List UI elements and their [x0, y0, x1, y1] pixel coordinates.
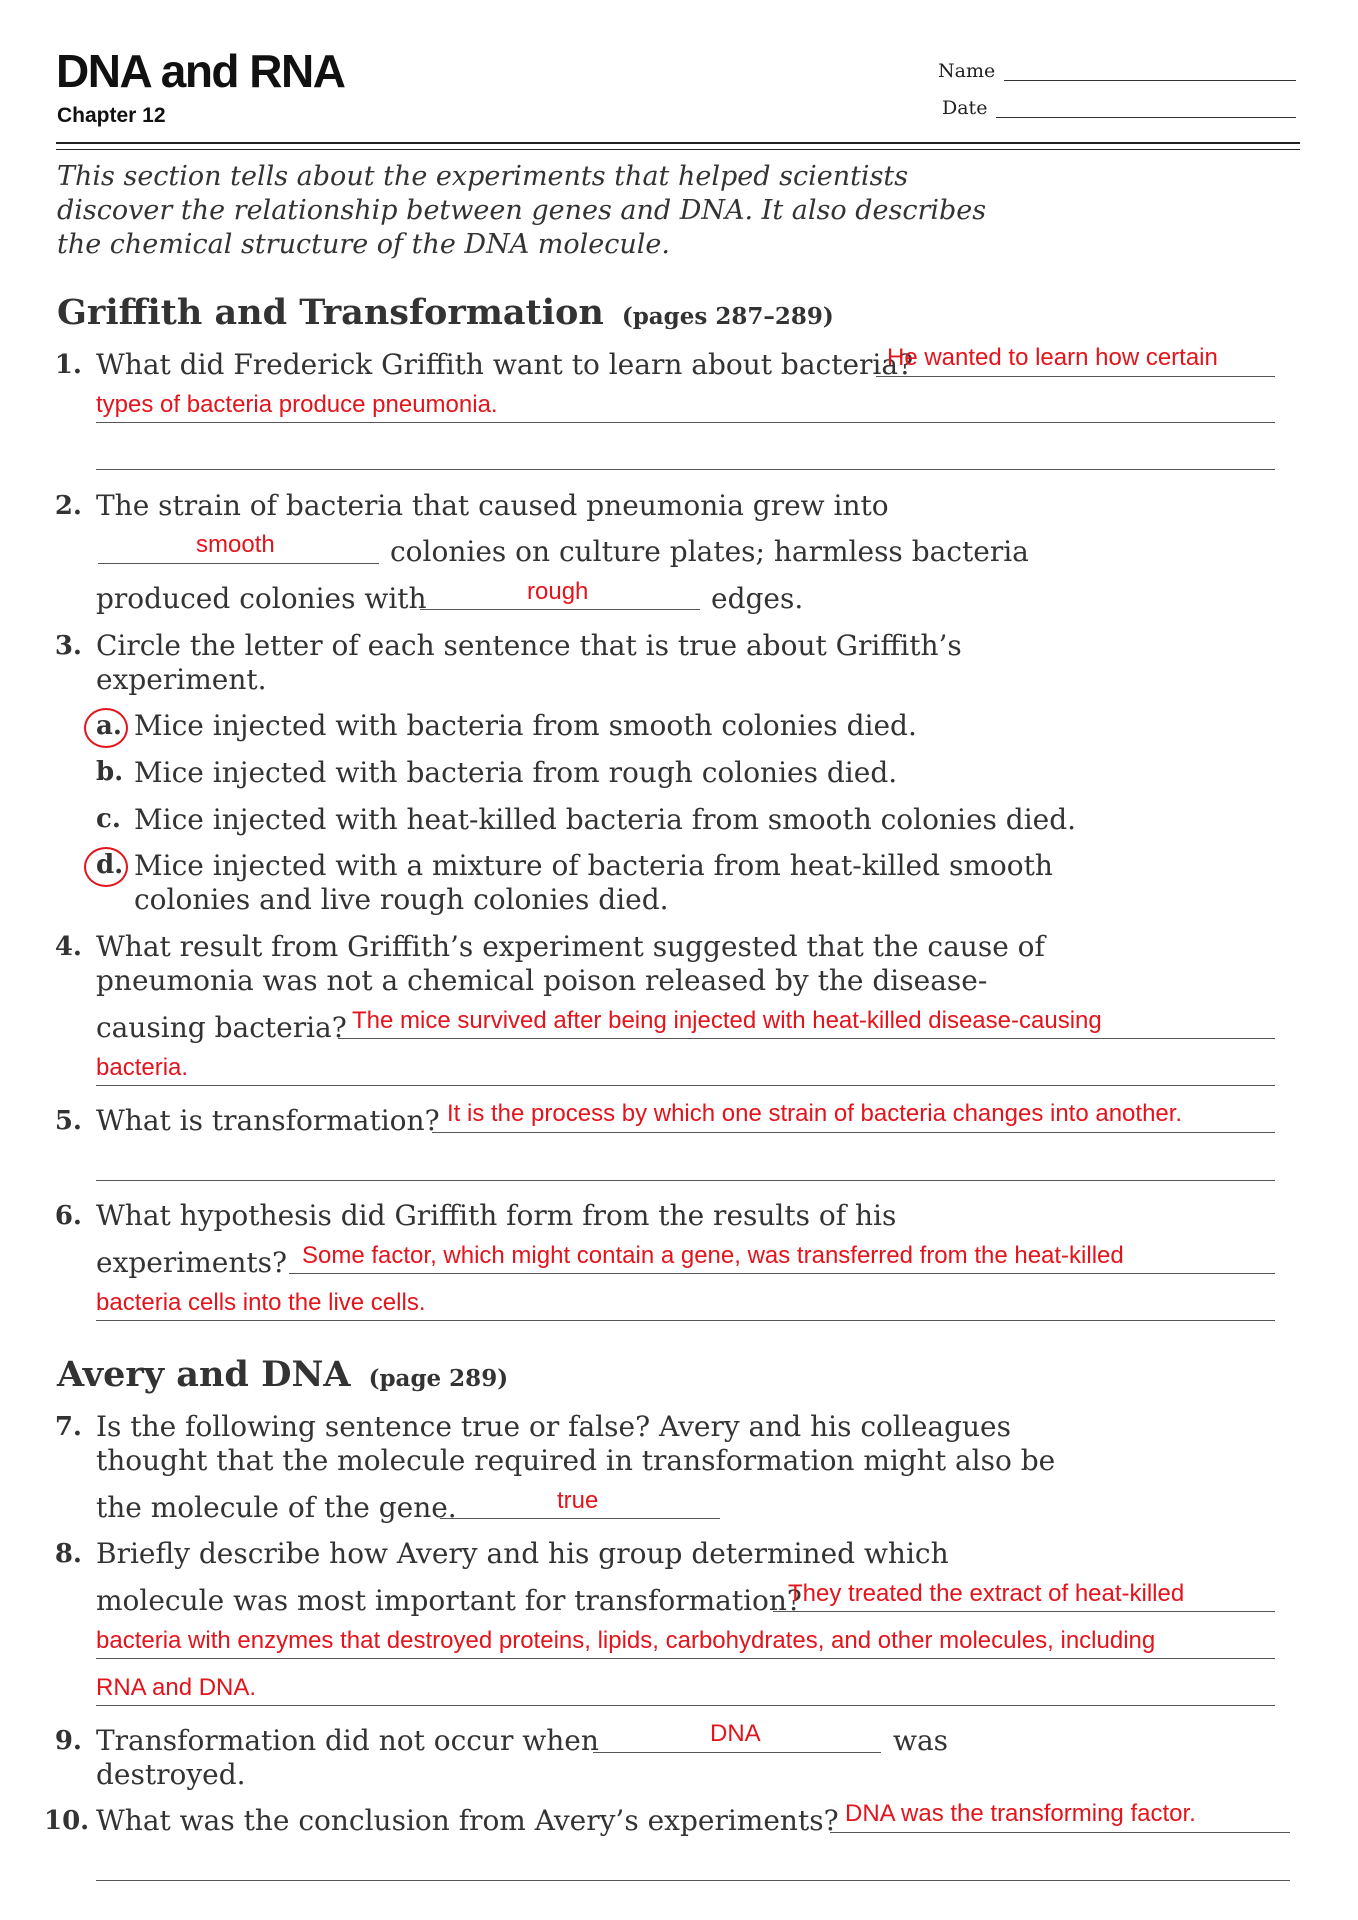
answer-line[interactable]	[96, 1180, 1275, 1181]
question-number: 1.	[54, 350, 82, 380]
question-6-line-1: What hypothesis did Griffith form from the results of his	[96, 1199, 897, 1232]
option-letter[interactable]: c.	[96, 804, 121, 834]
name-field[interactable]	[1004, 80, 1296, 81]
question-number: 10.	[44, 1806, 90, 1836]
answer-9: DNA	[710, 1720, 761, 1747]
intro-text: This section tells about the experiments that helped scientists discover the relationship between genes and DNA. It also describes the chemical structure of the DNA molecule.	[57, 161, 987, 260]
section-pages: (pages 287–289)	[621, 303, 834, 330]
answer-line[interactable]	[96, 1880, 1290, 1881]
option-b-text: Mice injected with bacteria from rough colonies died.	[134, 756, 898, 789]
answer-line[interactable]	[96, 1320, 1275, 1321]
answer-6-line-2: bacteria cells into the live cells.	[96, 1289, 426, 1316]
question-4-line-1: What result from Griffith’s experiment suggested that the cause of	[96, 930, 1045, 963]
answer-1-line-2: types of bacteria produce pneumonia.	[96, 391, 498, 418]
answer-blank[interactable]	[420, 609, 700, 610]
answer-2-blank-1: smooth	[196, 531, 275, 558]
section-heading-avery	[57, 1354, 508, 1395]
answer-line[interactable]	[773, 1611, 1275, 1612]
question-6-line-2: experiments?	[96, 1246, 287, 1279]
question-number: 7.	[54, 1412, 82, 1442]
name-label: Name	[938, 60, 996, 82]
section-pages: (page 289)	[368, 1365, 509, 1392]
answer-10: DNA was the transforming factor.	[845, 1800, 1196, 1827]
answer-line[interactable]	[96, 469, 1275, 470]
section-title: Griffith and Transformation	[57, 292, 604, 333]
question-9-line-2: destroyed.	[96, 1758, 246, 1791]
question-10-text: What was the conclusion from Avery’s experiments?	[96, 1804, 839, 1837]
option-d-text: Mice injected with a mixture of bacteria from heat-killed smooth	[134, 849, 1053, 882]
question-2-line-3a: produced colonies with	[96, 582, 427, 615]
answer-line[interactable]	[830, 1832, 1290, 1833]
answer-2-blank-2: rough	[527, 578, 589, 605]
question-4-line-3: causing bacteria?	[96, 1011, 347, 1044]
option-a-text: Mice injected with bacteria from smooth colonies died.	[134, 709, 917, 742]
section-title: Avery and DNA	[57, 1354, 351, 1395]
answer-line[interactable]	[289, 1273, 1275, 1274]
section-heading-griffith	[57, 292, 834, 333]
question-number: 8.	[54, 1539, 82, 1569]
answer-line[interactable]	[338, 1038, 1275, 1039]
question-7-line-1: Is the following sentence true or false? Avery and his colleagues	[96, 1410, 1011, 1443]
answer-line[interactable]	[432, 1132, 1275, 1133]
header-rule-top	[56, 142, 1300, 144]
header-rule-bottom	[56, 149, 1300, 150]
question-1-text: What did Frederick Griffith want to learn about bacteria?	[96, 348, 914, 381]
answer-8-line-3: RNA and DNA.	[96, 1674, 257, 1701]
answer-blank[interactable]	[440, 1518, 720, 1519]
option-d-text-2: colonies and live rough colonies died.	[134, 883, 669, 916]
question-2-line-3b: edges.	[711, 582, 804, 615]
date-field[interactable]	[996, 117, 1296, 118]
answer-blank[interactable]	[593, 1752, 881, 1753]
question-9-line-1a: Transformation did not occur when	[96, 1724, 599, 1757]
question-7-line-2: thought that the molecule required in transformation might also be	[96, 1444, 1056, 1477]
answer-blank[interactable]	[98, 563, 379, 564]
question-number: 3.	[54, 631, 82, 661]
option-c-text: Mice injected with heat-killed bacteria from smooth colonies died.	[134, 803, 1077, 836]
question-5-text: What is transformation?	[96, 1104, 440, 1137]
answer-8-line-2: bacteria with enzymes that destroyed proteins, lipids, carbohydrates, and other molecules, including	[96, 1627, 1156, 1654]
chapter-label: Chapter 12	[57, 104, 166, 127]
question-4-line-2: pneumonia was not a chemical poison released by the disease-	[96, 964, 988, 997]
option-letter[interactable]: b.	[96, 757, 124, 787]
question-9-line-1b: was	[893, 1724, 949, 1757]
question-2-line-2: colonies on culture plates; harmless bacteria	[390, 535, 1029, 568]
question-number: 2.	[54, 491, 82, 521]
question-number: 9.	[54, 1726, 82, 1756]
answer-8-line-1: They treated the extract of heat-killed	[788, 1580, 1185, 1607]
answer-line[interactable]	[96, 1085, 1275, 1086]
question-number: 4.	[54, 932, 82, 962]
question-number: 5.	[54, 1106, 82, 1136]
question-3-line-1: Circle the letter of each sentence that is true about Griffith’s	[96, 629, 962, 662]
question-8-line-2: molecule was most important for transformation?	[96, 1584, 802, 1617]
question-3-line-2: experiment.	[96, 663, 267, 696]
answer-line[interactable]	[96, 1658, 1275, 1659]
option-letter[interactable]: d.	[96, 850, 124, 880]
answer-6-line-1: Some factor, which might contain a gene, was transferred from the heat-killed	[302, 1242, 1124, 1269]
answer-1-line-1: He wanted to learn how certain	[887, 344, 1218, 371]
question-2-line-1: The strain of bacteria that caused pneumonia grew into	[96, 489, 889, 522]
question-number: 6.	[54, 1201, 82, 1231]
answer-7: true	[557, 1487, 599, 1514]
question-8-line-1: Briefly describe how Avery and his group determined which	[96, 1537, 949, 1570]
answer-line[interactable]	[96, 422, 1275, 423]
answer-4-line-2: bacteria.	[96, 1054, 189, 1081]
page-title: DNA and RNA	[56, 45, 345, 97]
answer-line[interactable]	[876, 376, 1275, 377]
question-7-line-3: the molecule of the gene.	[96, 1491, 457, 1524]
answer-4-line-1: The mice survived after being injected with heat-killed disease-causing	[352, 1007, 1102, 1034]
answer-5: It is the process by which one strain of bacteria changes into another.	[447, 1100, 1183, 1127]
answer-line[interactable]	[96, 1705, 1275, 1706]
date-label: Date	[942, 97, 988, 119]
option-letter[interactable]: a.	[96, 711, 122, 741]
